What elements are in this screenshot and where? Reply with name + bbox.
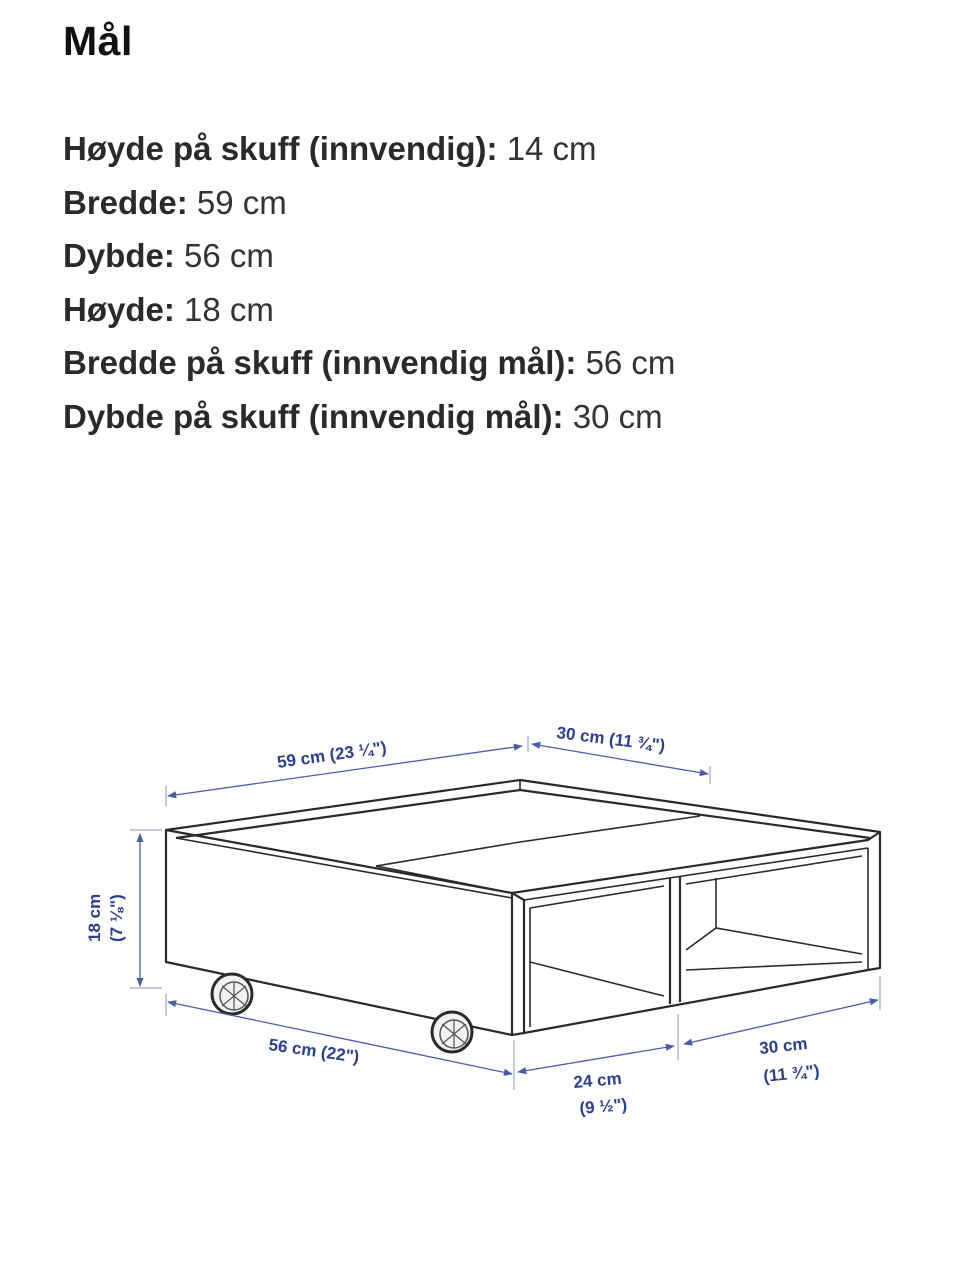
spec-list xyxy=(63,122,675,443)
dim-height-in-label: (7 ⅛") xyxy=(107,894,126,942)
spec-row xyxy=(63,283,675,337)
dim-top-depth xyxy=(532,723,710,784)
dim-bottom-depth-label: 56 cm (22") xyxy=(267,1035,361,1067)
spec-value: 14 cm xyxy=(506,130,597,167)
spec-value: 56 cm xyxy=(585,344,676,381)
spec-label: Dybde på skuff (innvendig mål): xyxy=(63,397,564,435)
spec-row xyxy=(63,176,675,230)
spec-label: Høyde på skuff (innvendig): xyxy=(63,130,498,167)
dim-front-right xyxy=(684,976,880,1086)
wheel-icon xyxy=(212,974,252,1014)
dim-top-width-label: 59 cm (23 ¼") xyxy=(275,737,388,772)
spec-row xyxy=(63,336,675,390)
dim-height xyxy=(85,830,162,988)
dim-front-left-in-label: (9 ½") xyxy=(578,1094,628,1118)
dim-front-left-cm-label: 24 cm xyxy=(572,1068,623,1092)
spec-value: 18 cm xyxy=(184,290,274,328)
dim-height-cm-label: 18 cm xyxy=(85,893,104,942)
spec-label: Dybde: xyxy=(63,237,175,274)
spec-row xyxy=(63,229,675,283)
spec-label: Bredde: xyxy=(63,183,188,221)
dim-front-right-cm-label: 30 cm xyxy=(758,1034,809,1058)
page-title: Mål xyxy=(63,18,133,64)
spec-row xyxy=(63,122,675,176)
dim-top-depth-label: 30 cm (11 ¾") xyxy=(555,723,667,756)
wheel-icon xyxy=(432,1012,472,1052)
spec-value: 59 cm xyxy=(196,183,287,221)
dim-front-right-in-label: (11 ¾") xyxy=(762,1061,821,1086)
spec-value: 30 cm xyxy=(572,397,663,435)
drawer-illustration xyxy=(166,780,880,1052)
spec-value: 56 cm xyxy=(184,237,274,274)
spec-label: Høyde: xyxy=(63,290,175,328)
spec-label: Bredde på skuff (innvendig mål): xyxy=(63,344,577,381)
dimension-diagram xyxy=(0,690,960,1150)
spec-row xyxy=(63,390,675,444)
